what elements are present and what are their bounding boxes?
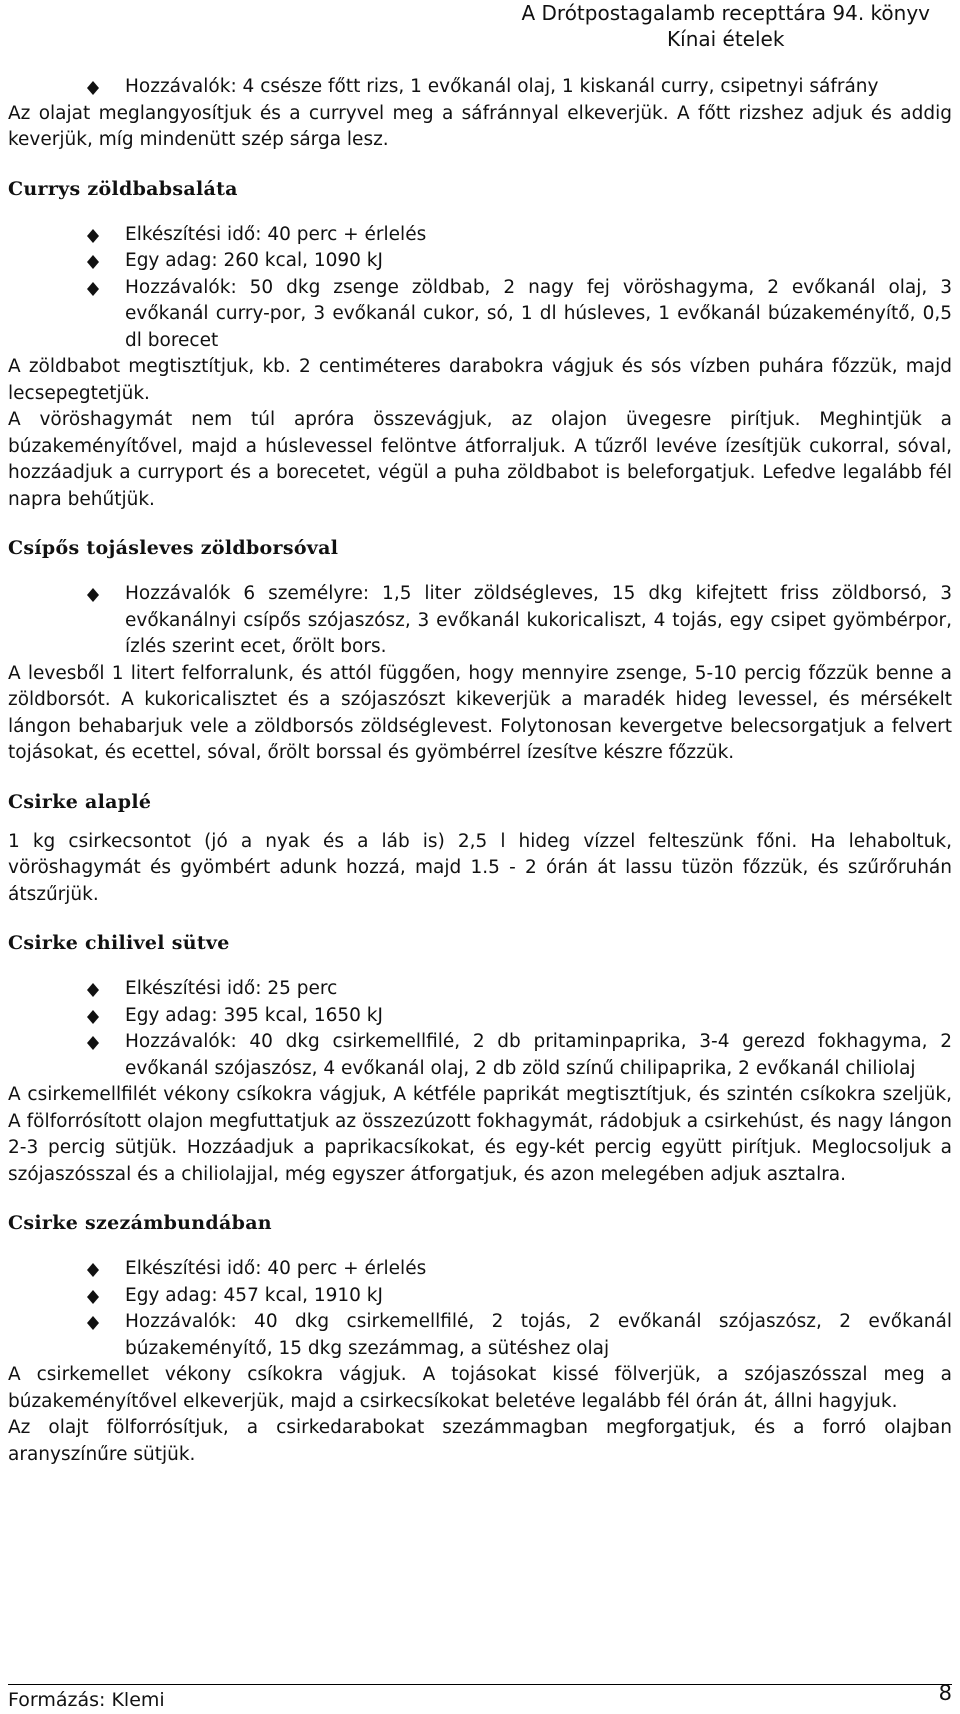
recipe-title: Csípős tojásleves zöldborsóval bbox=[8, 537, 339, 559]
ingredient-bullet: Hozzávalók: 50 dkg zsenge zöldbab, 2 nagy fej vöröshagyma, 2 evőkanál olaj, 3 evőkanál curry-por, 3 evőkanál cukor, só, 1 dl húsleves, 1 evőkanál búzakeményítő, 0,5 dl borecet bbox=[8, 275, 952, 355]
method-paragraph: A zöldbabot megtisztítjuk, kb. 2 centiméteres darabokra vágjuk és sós vízben puhára főzzük, majd lecsepegtetjük. bbox=[8, 356, 952, 404]
diamond-bullet-icon bbox=[87, 255, 99, 269]
footer-divider bbox=[8, 1684, 952, 1685]
diamond-bullet-icon bbox=[87, 983, 99, 997]
info-bullet: Elkészítési idő: 40 perc + érlelés bbox=[8, 1256, 952, 1283]
method-paragraph: 1 kg csirkecsontot (jó a nyak és a láb is) 2,5 l hideg vízzel felteszünk főni. Ha lehaboltuk, vöröshagymát és gyömbért adunk hozzá, majd 1.5 - 2 órán át lassu tüzön főzzük, és szűrőruhán átszűrjük. bbox=[8, 830, 952, 905]
method-paragraph: Az olajt fölforrósítjuk, a csirkedarabokat szezámmagban megforgatjuk, és a forró olajban aranyszínűre sütjük. bbox=[8, 1417, 952, 1465]
diamond-bullet-icon bbox=[87, 1290, 99, 1304]
method-paragraph: A vöröshagymát nem túl apróra összevágjuk, az olajon üvegesre pirítjuk. Meghintjük a búzakeményítővel, majd a húslevessel felöntve átforraljuk. A tűzről levéve ízesítjük cukorral, sóval, hozzáadjuk a curryport és a borecetet, végül a puha zöldbabot is beleforgatjuk. Lefedve legalább fél napra behűtjük. bbox=[8, 409, 952, 510]
section-title: Kínai ételek bbox=[667, 27, 785, 51]
diamond-bullet-icon bbox=[87, 1316, 99, 1330]
info-bullet: Egy adag: 395 kcal, 1650 kJ bbox=[8, 1003, 952, 1030]
diamond-bullet-icon bbox=[87, 1010, 99, 1024]
method-paragraph: A levesből 1 litert felforralunk, és attól függően, hogy mennyire zsenge, 5-10 percig főzzük benne a zöldborsót. A kukoricalisztet és a szójaszószt kikeverjük a maradék hideg levessel, és mérsékelt lángon behabarjuk vele a zöldborsós zöldséglevest. Folytonosan kevergetve belecsorgatjuk a felvert tojásokat, és ecettel, sóval, őrölt borssal és gyömbérrel ízesítve készre főzzük. bbox=[8, 662, 952, 763]
page-number: 8 bbox=[938, 1681, 952, 1705]
diamond-bullet-icon bbox=[87, 81, 99, 95]
recipe-title: Csirke alaplé bbox=[8, 790, 152, 813]
diamond-bullet-icon bbox=[87, 282, 99, 296]
diamond-bullet-icon bbox=[87, 588, 99, 602]
diamond-bullet-icon bbox=[87, 1263, 99, 1277]
page-header bbox=[521, 0, 930, 52]
diamond-bullet-icon bbox=[87, 1036, 99, 1050]
info-bullet: Elkészítési idő: 40 perc + érlelés bbox=[8, 222, 952, 249]
ingredient-bullet: Hozzávalók: 40 dkg csirkemellfilé, 2 tojás, 2 evőkanál szójaszósz, 2 evőkanál búzakeményítő, 15 dkg szezámmag, a sütéshez olaj bbox=[8, 1309, 952, 1362]
info-bullet: Egy adag: 457 kcal, 1910 kJ bbox=[8, 1283, 952, 1310]
info-bullet: Elkészítési idő: 25 perc bbox=[8, 976, 952, 1003]
method-paragraph: A csirkemellfilét vékony csíkokra vágjuk, A kétféle paprikát megtisztítjuk, és szintén csíkokra szeljük, A fölforrósított olajon megfuttatjuk az összezúzott fokhagymát, rádobjuk a csirkehúst, és nagy lángon 2-3 percig sütjük. Hozzáadjuk a paprikacsíkokat, és egy-két percig együtt pirítjuk. Meglocsoljuk a szójaszósszal és a chiliolajjal, még egyszer átforgatjuk, és azon melegében adjuk asztalra. bbox=[8, 1084, 952, 1185]
book-title: A Drótpostagalamb recepttára 94. könyv bbox=[521, 1, 930, 25]
diamond-bullet-icon bbox=[87, 229, 99, 243]
page-content bbox=[8, 74, 952, 1468]
ingredient-bullet: Hozzávalók: 4 csésze főtt rizs, 1 evőkanál olaj, 1 kiskanál curry, csipetnyi sáfrány bbox=[8, 74, 952, 101]
method-paragraph: A csirkemellet vékony csíkokra vágjuk. A tojásokat kissé fölverjük, a szójaszósszal meg a búzakeményítővel elkeverjük, majd a csirkecsíkokat beletéve legalább fél órán át, állni hagyjuk. bbox=[8, 1364, 952, 1412]
ingredient-bullet: Hozzávalók 6 személyre: 1,5 liter zöldségleves, 15 dkg kifejtett friss zöldborsó, 3 evőkanálnyi csípős szójaszósz, 3 evőkanál kukoricaliszt, 4 tojás, egy csipet gyömbérpor, ízlés szerint ecet, őrölt bors. bbox=[8, 581, 952, 661]
footer-credit: Formázás: Klemi bbox=[8, 1689, 165, 1711]
recipe-title: Csirke chilivel sütve bbox=[8, 932, 230, 954]
ingredient-bullet: Hozzávalók: 40 dkg csirkemellfilé, 2 db pritaminpaprika, 3-4 gerezd fokhagyma, 2 evőkanál szójaszósz, 4 evőkanál olaj, 2 db zöld színű chilipaprika, 2 evőkanál chiliolaj bbox=[8, 1029, 952, 1082]
method-paragraph: Az olajat meglangyosítjuk és a curryvel meg a sáfránnyal elkeverjük. A főtt rizshez adjuk és addig keverjük, míg mindenütt szép sárga lesz. bbox=[8, 102, 952, 150]
info-bullet: Egy adag: 260 kcal, 1090 kJ bbox=[8, 248, 952, 275]
recipe-title: Currys zöldbabsaláta bbox=[8, 177, 238, 200]
recipe-title: Csirke szezámbundában bbox=[8, 1212, 272, 1234]
